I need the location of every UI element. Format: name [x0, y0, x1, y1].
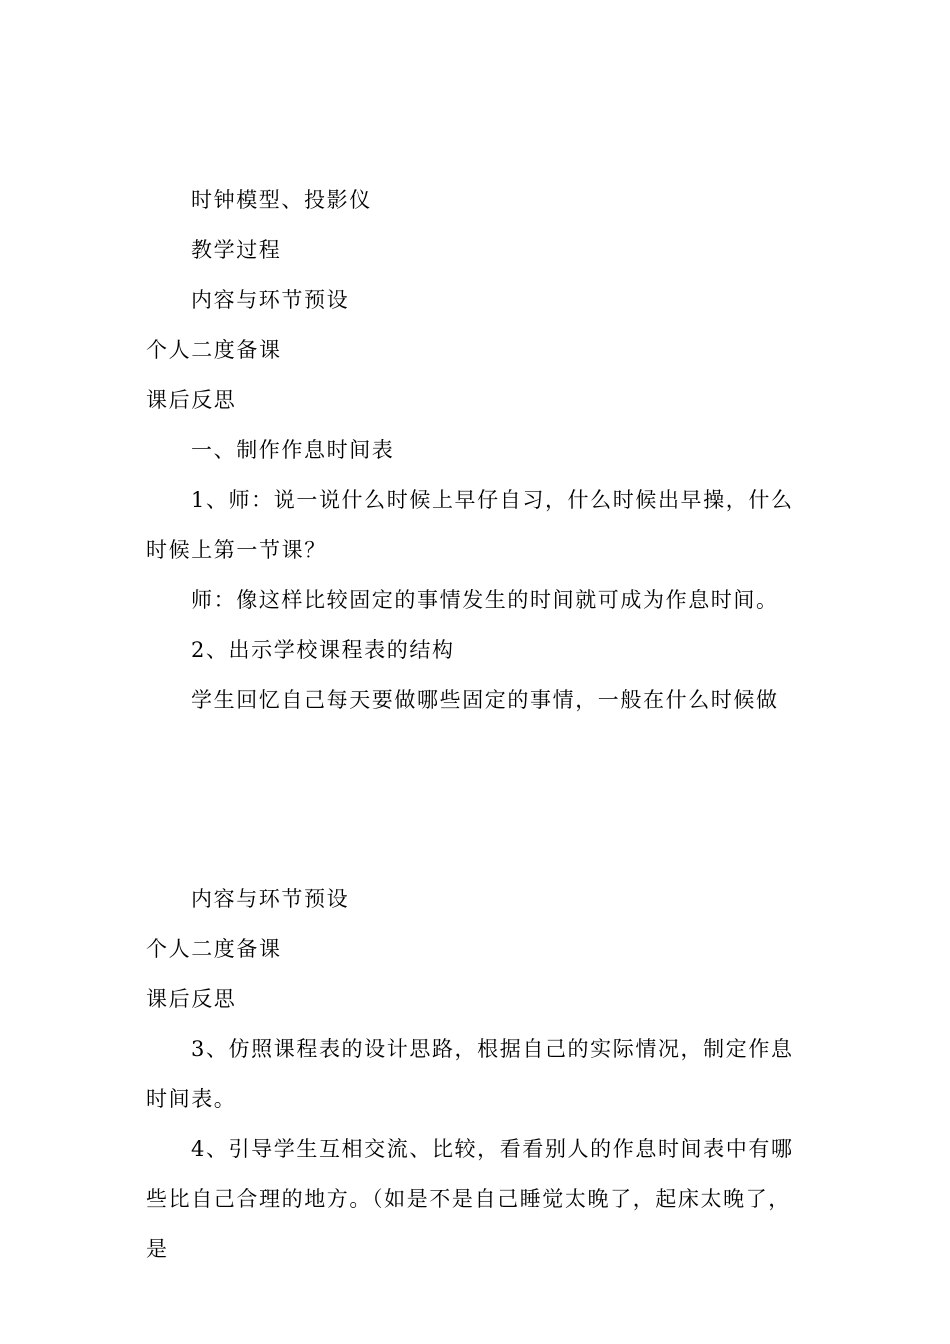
- materials-line: 时钟模型、投影仪: [191, 188, 372, 212]
- column-content-label-2: 内容与环节预设: [191, 887, 350, 911]
- process-heading: 教学过程: [191, 238, 282, 262]
- paragraph-item-3: 3、仿照课程表的设计思路，根据自己的实际情况，制定作息时间表。: [146, 1037, 794, 1111]
- section-heading: 一、制作作息时间表: [191, 438, 395, 462]
- column-content-label: 内容与环节预设: [191, 288, 350, 312]
- paragraph-item-2: 2、出示学校课程表的结构: [191, 638, 455, 662]
- paragraph-item-1: 1、师：说一说什么时候上早仔自习，什么时候出早操，什么时候上第一节课？: [146, 488, 794, 562]
- column-reflection-label-2: 课后反思: [146, 987, 237, 1011]
- student-statement: 学生回忆自己每天要做哪些固定的事情，一般在什么时候做: [191, 688, 779, 712]
- teacher-statement: 师：像这样比较固定的事情发生的时间就可成为作息时间。: [191, 588, 779, 612]
- paragraph-item-4: 4、引导学生互相交流、比较，看看别人的作息时间表中有哪些比自己合理的地方。（如是不是自己睡觉太晚了，起床太晚了，是: [146, 1137, 794, 1261]
- column-personal-label-2: 个人二度备课: [146, 937, 282, 961]
- column-personal-label: 个人二度备课: [146, 338, 282, 362]
- column-reflection-label: 课后反思: [146, 388, 237, 412]
